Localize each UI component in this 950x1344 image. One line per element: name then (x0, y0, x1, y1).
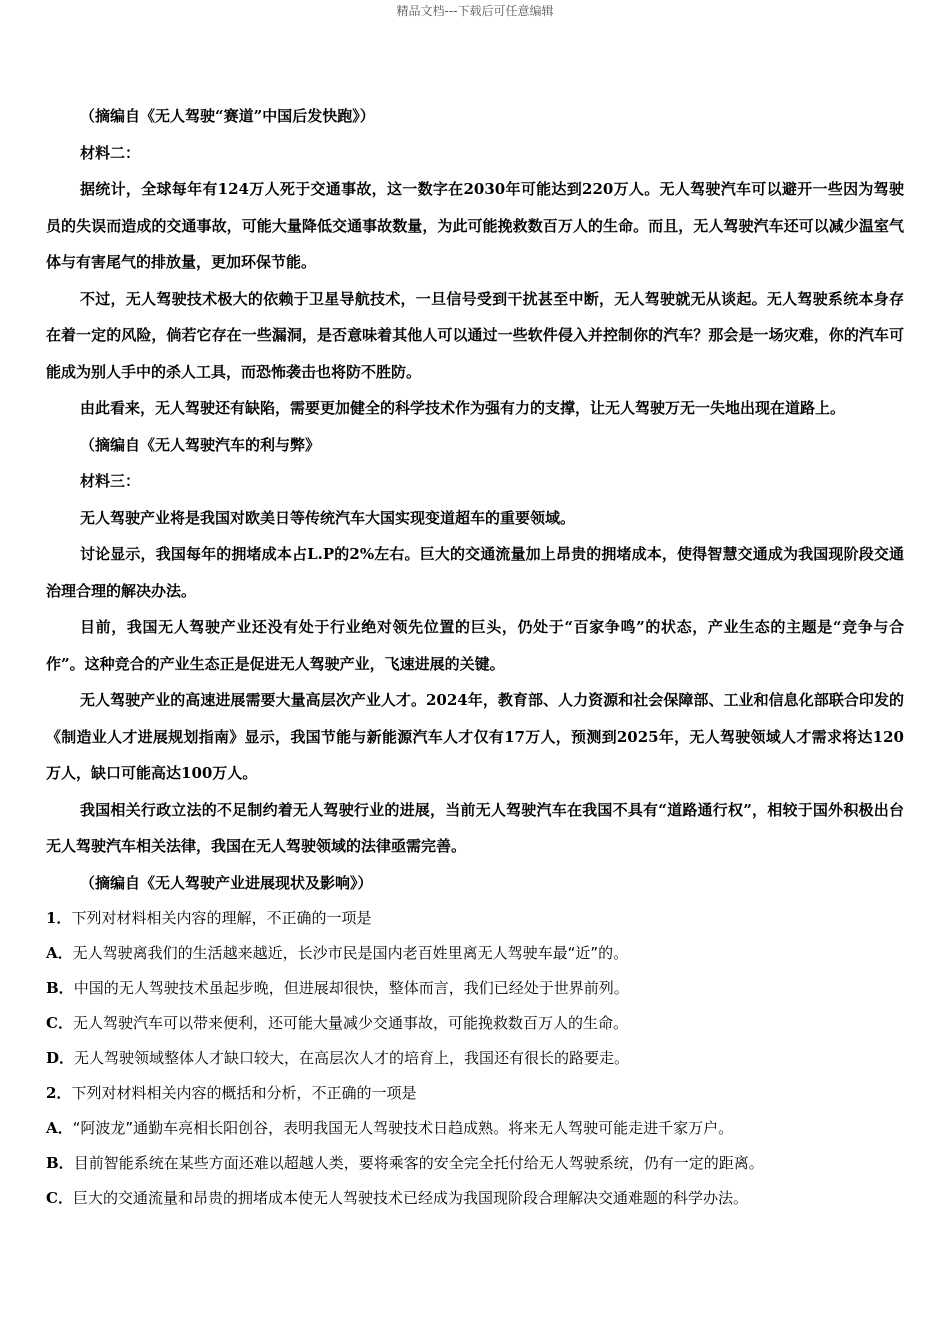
paragraph: 无人驾驶产业将是我国对欧美日等传统汽车大国实现变道超车的重要领域。 (80, 508, 576, 527)
paragraph: 不过，无人驾驶技术极大的依赖于卫星导航技术，一旦信号受到干扰甚至中断，无人驾驶就无从谈起。无人驾驶系统本身存在着一定的风险，倘若它存在一些漏洞，是否意味着其他人可以通过一些软件侵入并控制你的汽车？那会是一场灾难，你的汽车可能成为别人手中的杀人工具，而恐怖袭击也将防不胜防。 (46, 289, 904, 381)
question-text: 下列对材料相关内容的理解，不正确的一项是 (71, 909, 372, 927)
question-1 (46, 901, 904, 1076)
material-three-heading: 材料三： (80, 472, 141, 490)
option-text: 无人驾驶汽车可以带来便利，还可能大量减少交通事故，可能挽救数百万人的生命。 (72, 1014, 628, 1032)
paragraph: 无人驾驶产业的高速进展需要大量高层次产业人才。2024年，教育部、人力资源和社会保障部、工业和信息化部联合印发的《制造业人才进展规划指南》显示，我国节能与新能源汽车人才仅有17万人，预测到2025年，无人驾驶领域人才需求将达120万人，缺口可能高达100万人。 (46, 691, 904, 782)
paragraph: 目前，我国无人驾驶产业还没有处于行业绝对领先位置的巨头，仍处于“百家争鸣”的状态，产业生态的主题是“竞争与合作”。这种竞合的产业生态正是促进无人驾驶产业，飞速进展的关键。 (46, 618, 904, 673)
question-stem (46, 1076, 904, 1111)
option-b (46, 971, 904, 1006)
option-text: “阿波龙”通勤车亮相长阳创谷，表明我国无人驾驶技术日趋成熟。将来无人驾驶可能走进千家万户。 (72, 1119, 734, 1137)
material-two-heading: 材料二： (80, 143, 141, 162)
question-number: 1． (46, 909, 72, 927)
option-label: A． (46, 944, 73, 962)
option-label: D． (46, 1049, 75, 1067)
option-text: 无人驾驶领域整体人才缺口较大，在高层次人才的培育上，我国还有很长的路要走。 (74, 1049, 630, 1067)
option-a (46, 936, 904, 971)
paragraph: 据统计，全球每年有124万人死于交通事故，这一数字在2030年可能达到220万人。无人驾驶汽车可以避开一些因为驾驶员的失误而造成的交通事故，可能大量降低交通事故数量，为此可能挽救数百万人的生命。而且，无人驾驶汽车还可以减少温室气体与有害尾气的排放量，更加环保节能。 (46, 180, 904, 271)
question-text: 下列对材料相关内容的概括和分析，不正确的一项是 (71, 1084, 417, 1102)
option-c (46, 1006, 904, 1041)
option-label: C． (46, 1189, 73, 1207)
question-stem (46, 901, 904, 936)
option-text: 中国的无人驾驶技术虽起步晚，但进展却很快，整体而言，我们已经处于世界前列。 (73, 979, 629, 997)
question-2 (46, 1076, 904, 1216)
option-label: A． (46, 1119, 73, 1137)
option-c (46, 1181, 904, 1216)
source-citation-3: （摘编自《无人驾驶产业进展现状及影响》） (80, 873, 373, 892)
option-d (46, 1041, 904, 1076)
option-text: 无人驾驶离我们的生活越来越近，长沙市民是国内老百姓里离无人驾驶车最“近”的。 (72, 944, 629, 962)
document-body (46, 98, 904, 1216)
source-citation-1: （摘编自《无人驾驶“赛道”中国后发快跑》） (80, 107, 375, 125)
option-b (46, 1146, 904, 1181)
source-citation-2: （摘编自《无人驾驶汽车的利与弊》 (80, 435, 321, 454)
option-text: 目前智能系统在某些方面还难以超越人类，要将乘客的安全完全托付给无人驾驶系统，仍有一定的距离。 (73, 1154, 764, 1172)
paragraph: 我国相关行政立法的不足制约着无人驾驶行业的进展，当前无人驾驶汽车在我国不具有“道路通行权”，相较于国外积极出台无人驾驶汽车相关法律，我国在无人驾驶领域的法律亟需完善。 (46, 800, 904, 855)
option-label: C． (46, 1014, 73, 1032)
option-text: 巨大的交通流量和昂贵的拥堵成本使无人驾驶技术已经成为我国现阶段合理解决交通难题的科学办法。 (72, 1189, 748, 1207)
option-a (46, 1111, 904, 1146)
page-header: 精品文档---下载后可任意编辑 (396, 4, 554, 18)
paragraph: 由此看来，无人驾驶还有缺陷，需要更加健全的科学技术作为强有力的支撑，让无人驾驶万无一失地出现在道路上。 (80, 399, 846, 417)
paragraph: 讨论显示，我国每年的拥堵成本占L.P的2%左右。巨大的交通流量加上昂贵的拥堵成本，使得智慧交通成为我国现阶段交通治理合理的解决办法。 (46, 545, 904, 600)
option-label: B． (46, 979, 74, 997)
option-label: B． (46, 1154, 74, 1172)
question-number: 2． (46, 1084, 72, 1102)
